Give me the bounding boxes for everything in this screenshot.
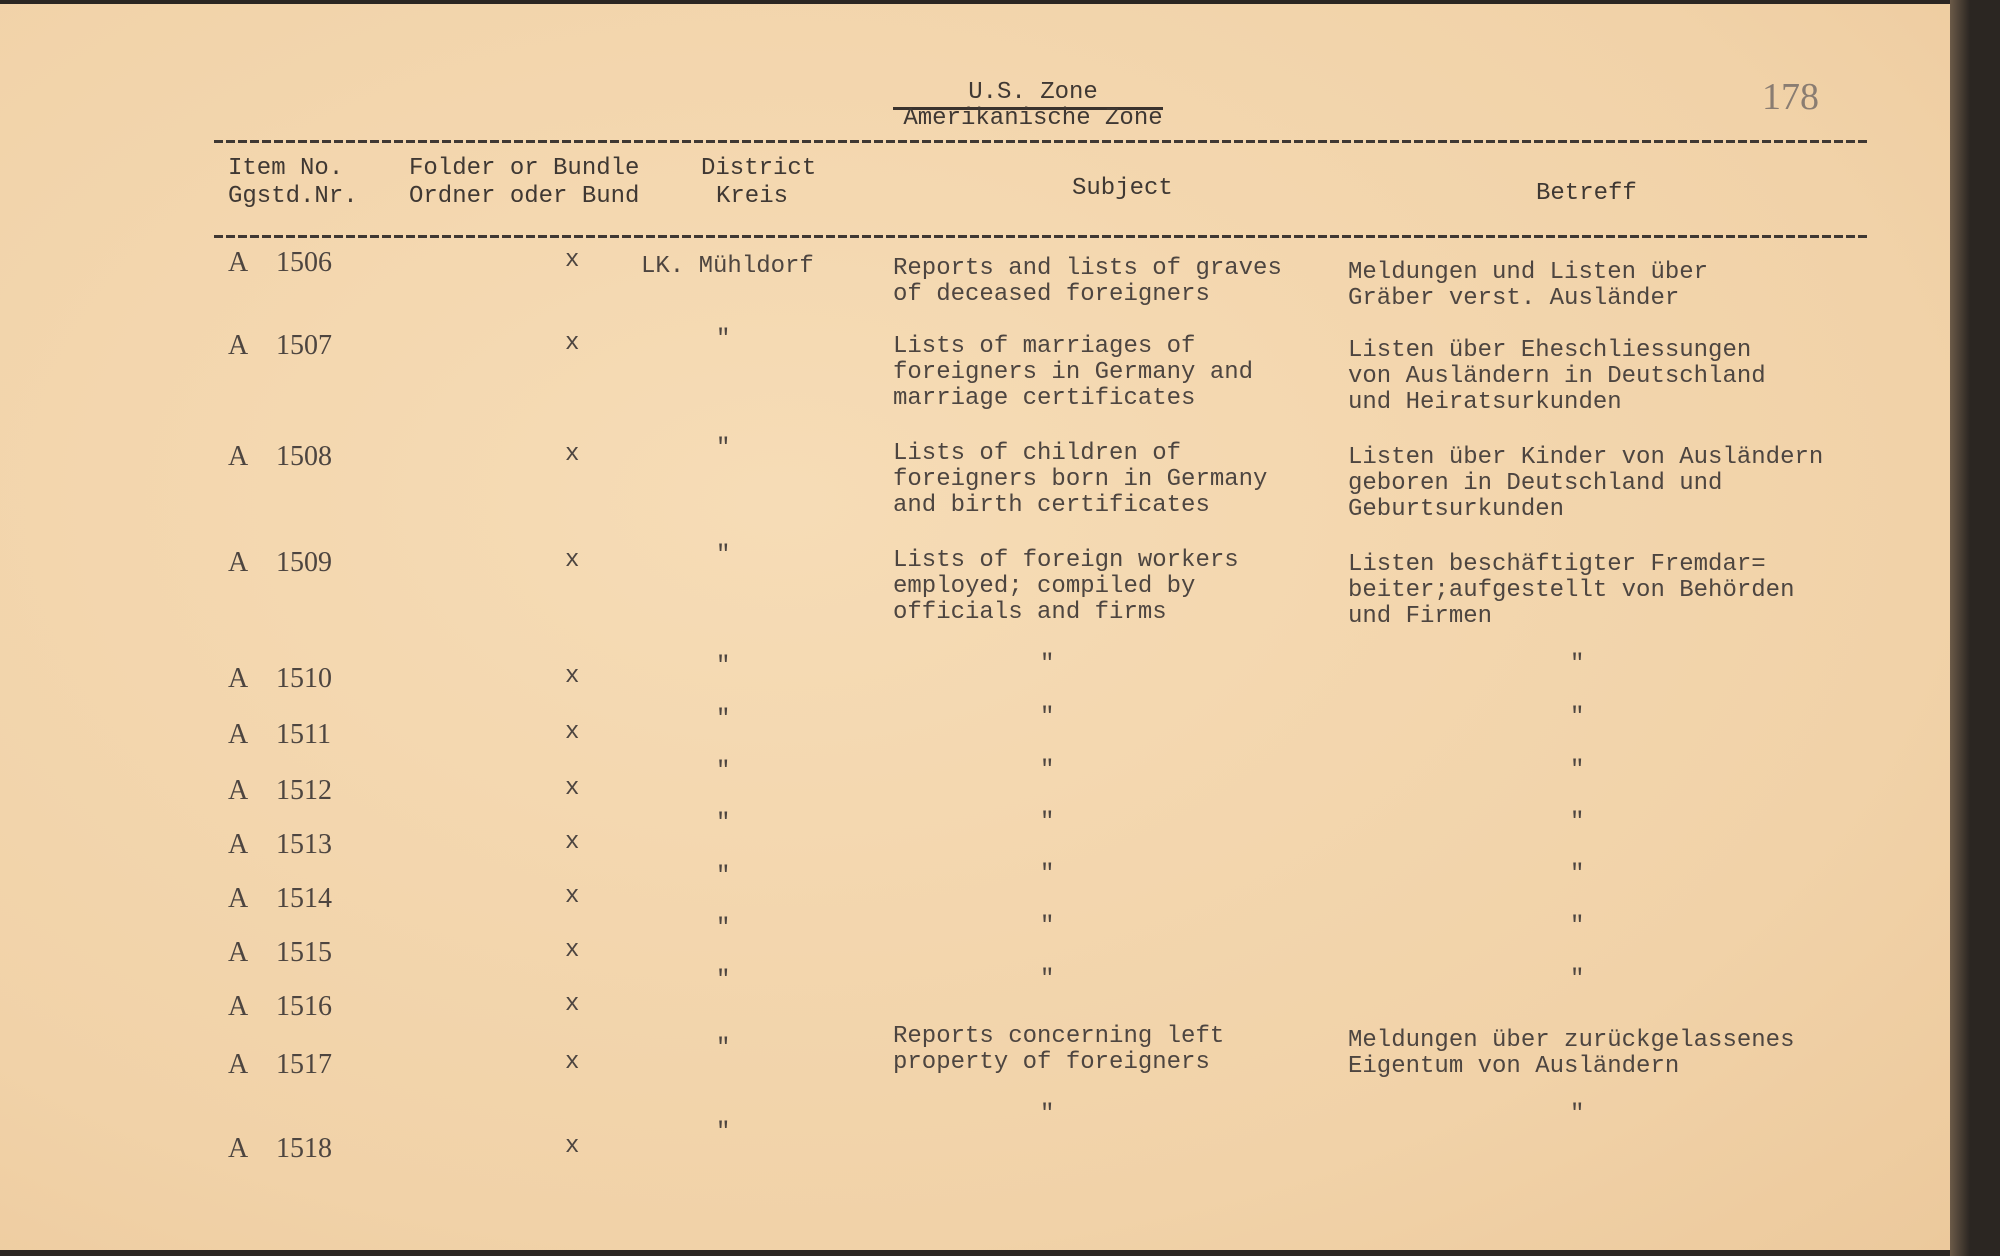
subject: "	[1040, 704, 1055, 731]
item-number: 1508	[276, 441, 332, 472]
subject: "	[1040, 651, 1055, 678]
item-number: 1512	[276, 775, 332, 806]
page-number: 178	[1762, 76, 1819, 118]
folder-mark: x	[565, 441, 580, 468]
folder-mark: x	[565, 547, 580, 574]
header-divider-top	[214, 140, 1869, 143]
item-number: 1514	[276, 883, 332, 914]
betreff: Listen beschäftigter Fremdar= beiter;aufgestellt von Behörden und Firmen	[1348, 551, 1795, 630]
subject: Reports and lists of graves of deceased foreigners	[893, 255, 1282, 308]
district: "	[716, 967, 731, 994]
district: "	[716, 653, 731, 680]
district: "	[716, 435, 731, 462]
betreff: "	[1570, 704, 1585, 731]
district: "	[716, 915, 731, 942]
col-district-en: District	[701, 155, 817, 182]
subject: Lists of marriages of foreigners in Germany and marriage certificates	[893, 333, 1254, 412]
betreff: "	[1570, 913, 1585, 940]
document-page	[0, 4, 1950, 1250]
betreff: "	[1570, 966, 1585, 993]
subject: Reports concerning left property of foreigners	[893, 1023, 1225, 1076]
betreff: "	[1570, 651, 1585, 678]
subject: "	[1040, 913, 1055, 940]
item-number: 1511	[276, 719, 331, 750]
district: "	[716, 758, 731, 785]
header-divider-bottom	[214, 235, 1869, 238]
folder-mark: x	[565, 663, 580, 690]
zone-title-de: Amerikanische Zone	[903, 105, 1163, 132]
zone-title-en: U.S. Zone	[968, 79, 1098, 106]
betreff: "	[1570, 757, 1585, 784]
subject: Lists of foreign workers employed; compiled by officials and firms	[893, 547, 1239, 626]
item-prefix: A	[228, 991, 249, 1022]
subject: "	[1040, 1101, 1055, 1128]
item-number: 1506	[276, 247, 332, 278]
item-prefix: A	[228, 247, 249, 278]
item-number: 1513	[276, 829, 332, 860]
item-prefix: A	[228, 719, 249, 750]
item-prefix: A	[228, 330, 249, 361]
subject: "	[1040, 757, 1055, 784]
col-subject: Subject	[1072, 175, 1173, 202]
betreff: "	[1570, 1101, 1585, 1128]
col-betreff: Betreff	[1536, 180, 1637, 207]
item-prefix: A	[228, 937, 249, 968]
subject: Lists of children of foreigners born in Germany and birth certificates	[893, 440, 1268, 519]
item-prefix: A	[228, 775, 249, 806]
item-prefix: A	[228, 663, 249, 694]
subject: "	[1040, 809, 1055, 836]
folder-mark: x	[565, 775, 580, 802]
item-prefix: A	[228, 883, 249, 914]
item-prefix: A	[228, 829, 249, 860]
betreff: Meldungen über zurückgelassenes Eigentum von Ausländern	[1348, 1027, 1795, 1080]
folder-mark: x	[565, 1049, 580, 1076]
item-prefix: A	[228, 547, 249, 578]
item-prefix: A	[228, 1133, 249, 1164]
district: "	[716, 1119, 731, 1146]
col-folder-en: Folder or Bundle	[409, 155, 640, 182]
folder-mark: x	[565, 829, 580, 856]
item-number: 1515	[276, 937, 332, 968]
col-district-de: Kreis	[716, 183, 789, 210]
item-number: 1517	[276, 1049, 332, 1080]
folder-mark: x	[565, 247, 580, 274]
folder-mark: x	[565, 719, 580, 746]
district: "	[716, 1035, 731, 1062]
betreff: Listen über Kinder von Ausländern geboren in Deutschland und Geburtsurkunden	[1348, 444, 1824, 523]
folder-mark: x	[565, 991, 580, 1018]
subject: "	[1040, 861, 1055, 888]
item-number: 1507	[276, 330, 332, 361]
betreff: "	[1570, 861, 1585, 888]
district: "	[716, 863, 731, 890]
col-item-en: Item No.	[228, 155, 344, 182]
item-number: 1518	[276, 1133, 332, 1164]
betreff: "	[1570, 809, 1585, 836]
col-folder-de: Ordner oder Bund	[409, 183, 640, 210]
betreff: Meldungen und Listen über Gräber verst. Ausländer	[1348, 259, 1709, 312]
district: "	[716, 326, 731, 353]
item-prefix: A	[228, 1049, 249, 1080]
folder-mark: x	[565, 330, 580, 357]
district: "	[716, 706, 731, 733]
folder-mark: x	[565, 1133, 580, 1160]
folder-mark: x	[565, 937, 580, 964]
betreff: Listen über Eheschliessungen von Ausländern in Deutschland und Heiratsurkunden	[1348, 337, 1766, 416]
item-prefix: A	[228, 441, 249, 472]
district: "	[716, 810, 731, 837]
folder-mark: x	[565, 883, 580, 910]
item-number: 1509	[276, 547, 332, 578]
item-number: 1516	[276, 991, 332, 1022]
district: "	[716, 542, 731, 569]
district: LK. Mühldorf	[641, 253, 814, 280]
subject: "	[1040, 966, 1055, 993]
binding-edge	[1950, 0, 2000, 1256]
item-number: 1510	[276, 663, 332, 694]
col-item-de: Ggstd.Nr.	[228, 183, 358, 210]
